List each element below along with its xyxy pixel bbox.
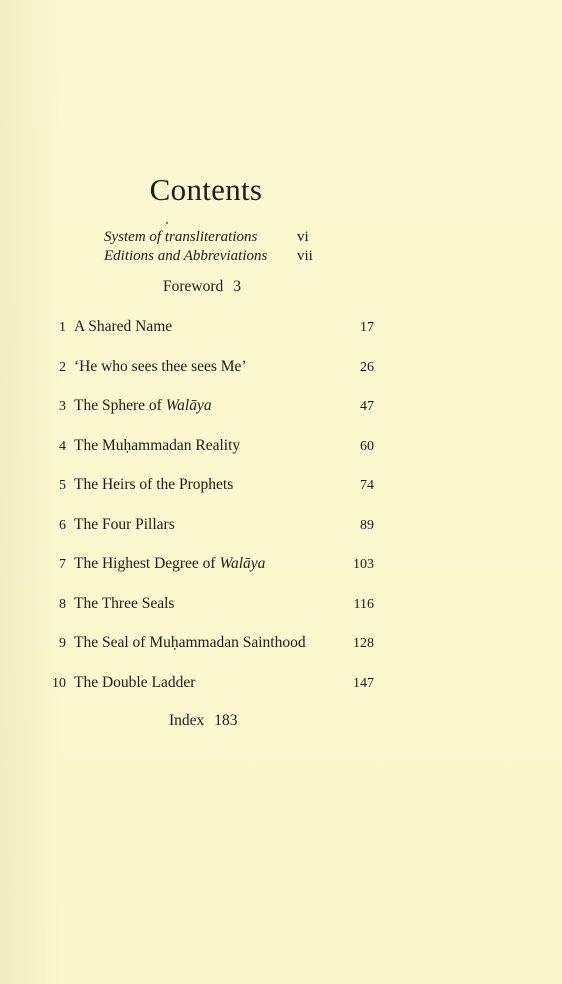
chapter-page: 147 — [353, 675, 374, 691]
front-matter-entry — [104, 248, 313, 265]
chapter-page: 26 — [360, 359, 374, 375]
chapter-number: 4 — [59, 438, 66, 454]
front-matter-label: Editions and Abbreviations — [104, 248, 268, 264]
chapter-page: 17 — [360, 320, 374, 335]
chapter-title-text: The Sphere of — [74, 397, 166, 414]
chapter-title-text: The Heirs of the Prophets — [74, 476, 234, 493]
chapter-page: 74 — [360, 478, 374, 493]
front-matter-page: vii — [297, 248, 313, 264]
chapter-title — [74, 555, 265, 573]
chapter-number: 8 — [59, 596, 66, 612]
chapter-number: 10 — [52, 675, 66, 691]
chapter-title-text: The Four Pillars — [74, 515, 175, 533]
chapter-number: 1 — [59, 320, 66, 335]
chapter-list — [0, 314, 562, 709]
chapter-number: 5 — [59, 478, 66, 493]
chapter-title-italic: Walāya — [219, 555, 266, 572]
chapter-page: 116 — [353, 596, 374, 612]
foreword-page: 3 — [233, 278, 242, 295]
chapter-title-text: The Seal of Muḥammadan Sainthood — [74, 634, 306, 651]
chapter-title-text: The Three Seals — [74, 594, 175, 612]
chapter-title-text: The Highest Degree of — [74, 555, 220, 572]
chapter-number: 2 — [59, 359, 66, 375]
page-title: Contents — [149, 172, 263, 207]
chapter-entry — [0, 433, 562, 473]
chapter-number: 3 — [59, 399, 66, 414]
ink-speck — [166, 222, 168, 224]
chapter-page: 128 — [353, 636, 374, 651]
foreword-label: Foreword — [163, 278, 224, 295]
chapter-page: 103 — [353, 557, 374, 572]
chapter-title — [74, 595, 174, 613]
chapter-title — [74, 318, 172, 336]
chapter-entry — [0, 472, 562, 512]
chapter-title — [74, 437, 240, 455]
chapter-entry — [0, 630, 562, 670]
front-matter-entry — [104, 229, 309, 246]
chapter-title — [74, 516, 175, 534]
chapter-title-italic: Walāya — [165, 397, 212, 414]
index-entry — [169, 712, 238, 730]
chapter-title — [74, 674, 195, 692]
chapter-title-text: ‘He who sees thee sees Me’ — [74, 357, 247, 375]
chapter-entry — [0, 393, 562, 433]
chapter-entry — [0, 551, 562, 591]
chapter-page: 60 — [360, 438, 374, 454]
chapter-title — [74, 397, 212, 415]
index-page: 183 — [214, 712, 238, 729]
chapter-title-text: The Muḥammadan Reality — [74, 436, 241, 454]
chapter-number: 7 — [59, 557, 66, 572]
chapter-number: 6 — [59, 517, 66, 533]
chapter-title — [74, 476, 233, 494]
chapter-title — [74, 358, 247, 376]
chapter-entry — [0, 591, 562, 631]
index-label: Index — [169, 712, 205, 729]
chapter-entry — [0, 354, 562, 394]
chapter-title — [74, 634, 306, 652]
chapter-page: 47 — [360, 399, 374, 414]
front-matter-label: System of transliterations — [104, 229, 258, 245]
chapter-title-text: A Shared Name — [74, 318, 173, 335]
chapter-title-text: The Double Ladder — [74, 673, 196, 691]
chapter-page: 89 — [360, 517, 374, 533]
chapter-entry — [0, 512, 562, 552]
chapter-number: 9 — [59, 636, 66, 651]
chapter-entry — [0, 314, 562, 354]
chapter-entry — [0, 670, 562, 710]
front-matter-page: vi — [297, 229, 309, 245]
foreword-entry — [163, 278, 241, 296]
